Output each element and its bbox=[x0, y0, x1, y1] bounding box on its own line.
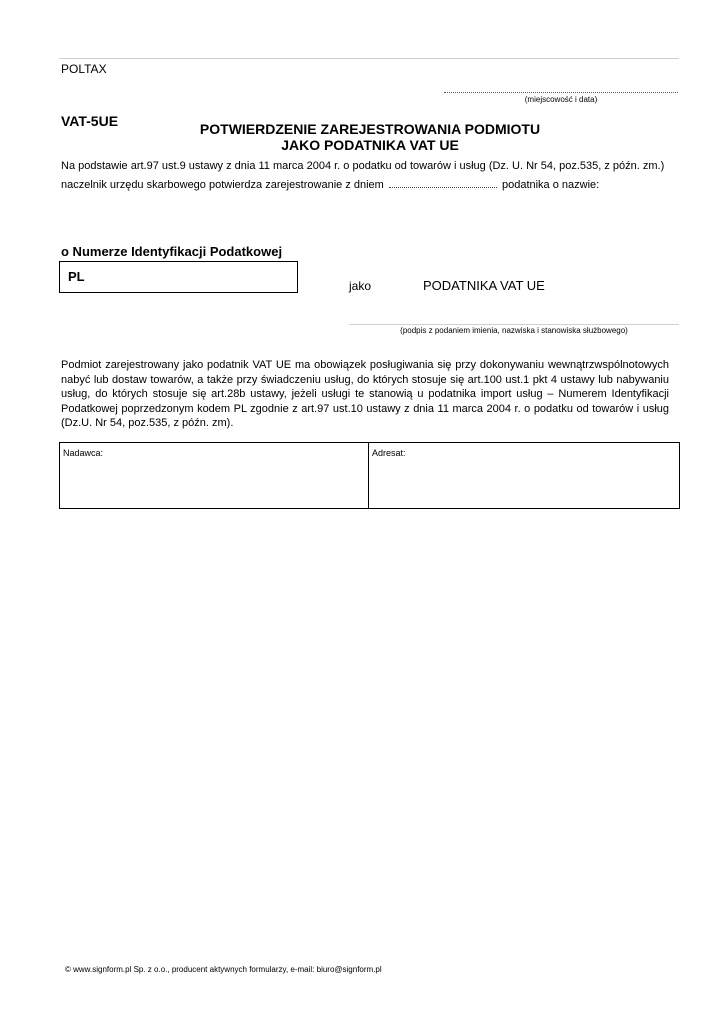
recipient-cell[interactable] bbox=[369, 443, 679, 508]
signature-field[interactable] bbox=[349, 324, 679, 325]
form-code: VAT-5UE bbox=[61, 113, 119, 129]
nip-input-box[interactable] bbox=[59, 261, 298, 293]
document-title bbox=[150, 121, 590, 153]
top-divider bbox=[59, 58, 679, 59]
recipient-label: Adresat: bbox=[372, 448, 406, 458]
address-table bbox=[59, 442, 680, 509]
place-date-caption: (miejscowość i data) bbox=[524, 95, 598, 104]
sender-cell[interactable] bbox=[60, 443, 369, 508]
taxpayer-status: PODATNIKA VAT UE bbox=[423, 278, 545, 293]
taxpayer-name-label: podatnika o nazwie: bbox=[501, 179, 600, 191]
title-line-1: POTWIERDZENIE ZAREJESTROWANIA PODMIOTU bbox=[199, 121, 541, 137]
legal-basis-line-1: Na podstawie art.97 ust.9 ustawy z dnia 11 marca 2004 r. o podatku od towarów i usług (Dz. U. Nr 54, poz.535, z późn. zm.) bbox=[61, 160, 665, 172]
confirmation-text: naczelnik urzędu skarbowego potwierdza zarejestrowanie z dniem bbox=[61, 179, 384, 191]
registration-date-field[interactable] bbox=[389, 175, 497, 188]
jako-label: jako bbox=[349, 279, 372, 293]
publisher-name: POLTAX bbox=[61, 62, 107, 76]
obligation-notice: Podmiot zarejestrowany jako podatnik VAT UE ma obowiązek posługiwania się przy dokonywaniu wewnątrzwspólnotowych nabyć lub dostaw towarów, a także przy świadczeniu usług, do których stosuje się art.100 ust.1 pkt 4 ustawy lub nabywaniu usług, do których stosuje się art.28b ustawy, jeżeli usługi te stanowią u podatnika import usług – Numerem Identyfikacji Podatkowej poprzedzonym kodem PL zgodnie z art.97 ust.10 ustawy z dnia 11 marca 2004 r. o podatku od towarów i usług (Dz.U. Nr 54, poz.535, z późn. zm). bbox=[61, 359, 669, 429]
nip-heading: o Numerze Identyfikacji Podatkowej bbox=[61, 244, 283, 259]
legal-basis-line-2 bbox=[61, 175, 681, 194]
place-date-field[interactable] bbox=[444, 92, 678, 93]
nip-prefix: PL bbox=[68, 269, 85, 284]
footer-copyright: © www.signform.pl Sp. z o.o., producent aktywnych formularzy, e-mail: biuro@signform.pl bbox=[65, 965, 382, 974]
title-line-2: JAKO PODATNIKA VAT UE bbox=[281, 137, 459, 153]
legal-basis-paragraph bbox=[61, 158, 681, 194]
signature-caption: (podpis z podaniem imienia, nazwiska i stanowiska służbowego) bbox=[400, 326, 628, 335]
sender-label: Nadawca: bbox=[63, 448, 104, 458]
